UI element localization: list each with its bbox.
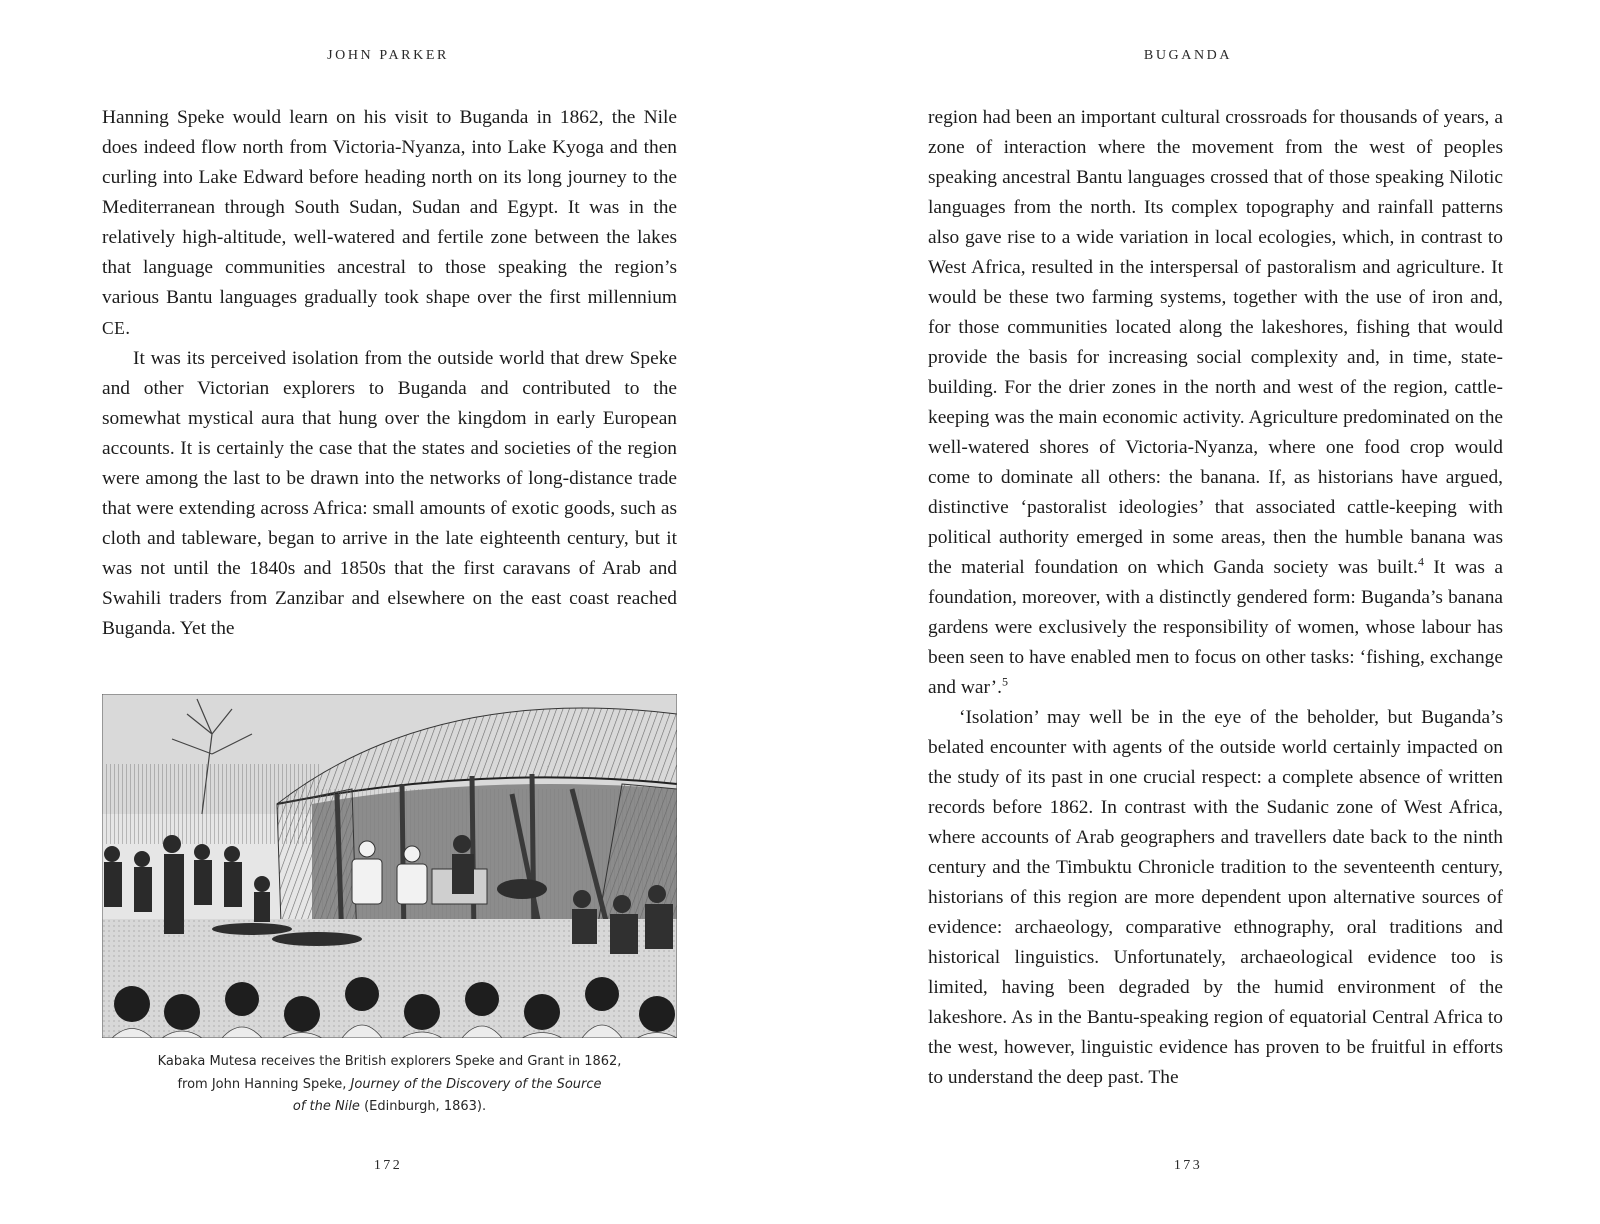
paragraph-text: Hanning Speke would learn on his visit to Buganda in 1862, the Nile does indeed flow north from Victoria-Nyanza, into Lake Kyoga and then curling into Lake Edward before heading north on its long journey to the Mediterranean through South Sudan, Sudan and Egypt. It was in the relatively high-altitude, well-watered and fertile zone between the lakes that language communities ancestral to those speaking the region’s various Bantu languages gradually took shape over the first millennium: [102, 107, 677, 308]
footnote-marker[interactable]: 5: [1001, 674, 1008, 689]
era-abbreviation: CE: [102, 318, 126, 338]
paragraph-text: It was a foundation, moreover, with a distinctly gendered form: Buganda’s banana gardens were exclusively the responsibility of women, whose labour has been seen to have enabled men to focus on other tasks: ‘fishing, exchange and war’.: [928, 557, 1503, 698]
engraving-image: [102, 694, 677, 1038]
paragraph: ‘Isolation’ may well be in the eye of the beholder, but Buganda’s belated encounter with agents of the outside world certainly impacted on the study of its past in one crucial respect: a complete absence of written records before 1862. In contrast with the Sudanic zone of West Africa, where accounts of Arab geographers and travellers date back to the ninth century and the Timbuktu Chronicle tradition to the seventeenth century, historians of this region are more dependent upon alternative sources of evidence: archaeology, comparative ethnography, oral traditions and historical linguistics. Unfortunately, archaeological evidence too is limited, having been degraded by the humid environment of the lakeshore. As in the Bantu-speaking region of equatorial Central Africa to the west, however, linguistic evidence has proven to be fruitful in efforts to understand the deep past. The: [928, 707, 1503, 1088]
running-head: BUGANDA: [1143, 48, 1233, 63]
engraving-illustration: [102, 694, 677, 1038]
paragraph: [928, 103, 1503, 703]
caption-text: from John Hanning Speke,: [177, 1076, 351, 1092]
caption-line: [102, 1074, 677, 1097]
caption-line: [102, 1096, 677, 1119]
caption-book-title: Journey of the Discovery of the Source: [350, 1076, 602, 1092]
body-text: [928, 103, 1503, 1093]
caption-line: Kabaka Mutesa receives the British explorers Speke and Grant in 1862,: [157, 1054, 622, 1069]
paragraph-end: .: [125, 318, 131, 339]
paragraph: It was its perceived isolation from the outside world that drew Speke and other Victorian explorers to Buganda and contributed to the somewhat mystical aura that hung over the kingdom in early European accounts. It is certainly the case that the states and societies of the region were among the last to be drawn into the networks of long-distance trade that were extending across Africa: small amounts of exotic goods, such as cloth and tableware, began to arrive in the late eighteenth century, but it was not until the 1840s and 1850s that the first caravans of Arab and Swahili traders from Zanzibar and elsewhere on the east coast reached Buganda. Yet the: [102, 348, 677, 639]
page-number: 172: [373, 1158, 403, 1173]
paragraph: [102, 103, 677, 344]
running-head: JOHN PARKER: [327, 48, 449, 63]
caption-book-title: of the Nile: [292, 1099, 360, 1114]
figure-caption: [102, 1051, 677, 1119]
footnote-marker[interactable]: 4: [1417, 554, 1424, 569]
body-text: [102, 103, 677, 644]
right-page: [800, 0, 1600, 1224]
page-number: 173: [1173, 1158, 1203, 1173]
paragraph-text: region had been an important cultural crossroads for thousands of years, a zone of interaction where the movement from the west of peoples speaking ancestral Bantu languages crossed that of those speaking Nilotic languages from the north. Its complex topography and rainfall patterns also gave rise to a wide variation in local ecologies, which, in contrast to West Africa, resulted in the interspersal of pastoralism and agriculture. It would be these two farming systems, together with the use of iron and, for those communities located along the lakeshores, fishing that would provide the basis for increasing social complexity and, in time, state-building. For the drier zones in the north and west of the region, cattle-keeping was the main economic activity. Agriculture predominated on the well-watered shores of Victoria-Nyanza, where one food crop would come to dominate all others: the banana. If, as historians have argued, distinctive ‘pastoralist ideologies’ that associated cattle-keeping with political authority emerged in some areas, then the humble banana was the material foundation on which Ganda society was built.: [928, 107, 1503, 578]
caption-text: (Edinburgh, 1863).: [359, 1099, 487, 1114]
